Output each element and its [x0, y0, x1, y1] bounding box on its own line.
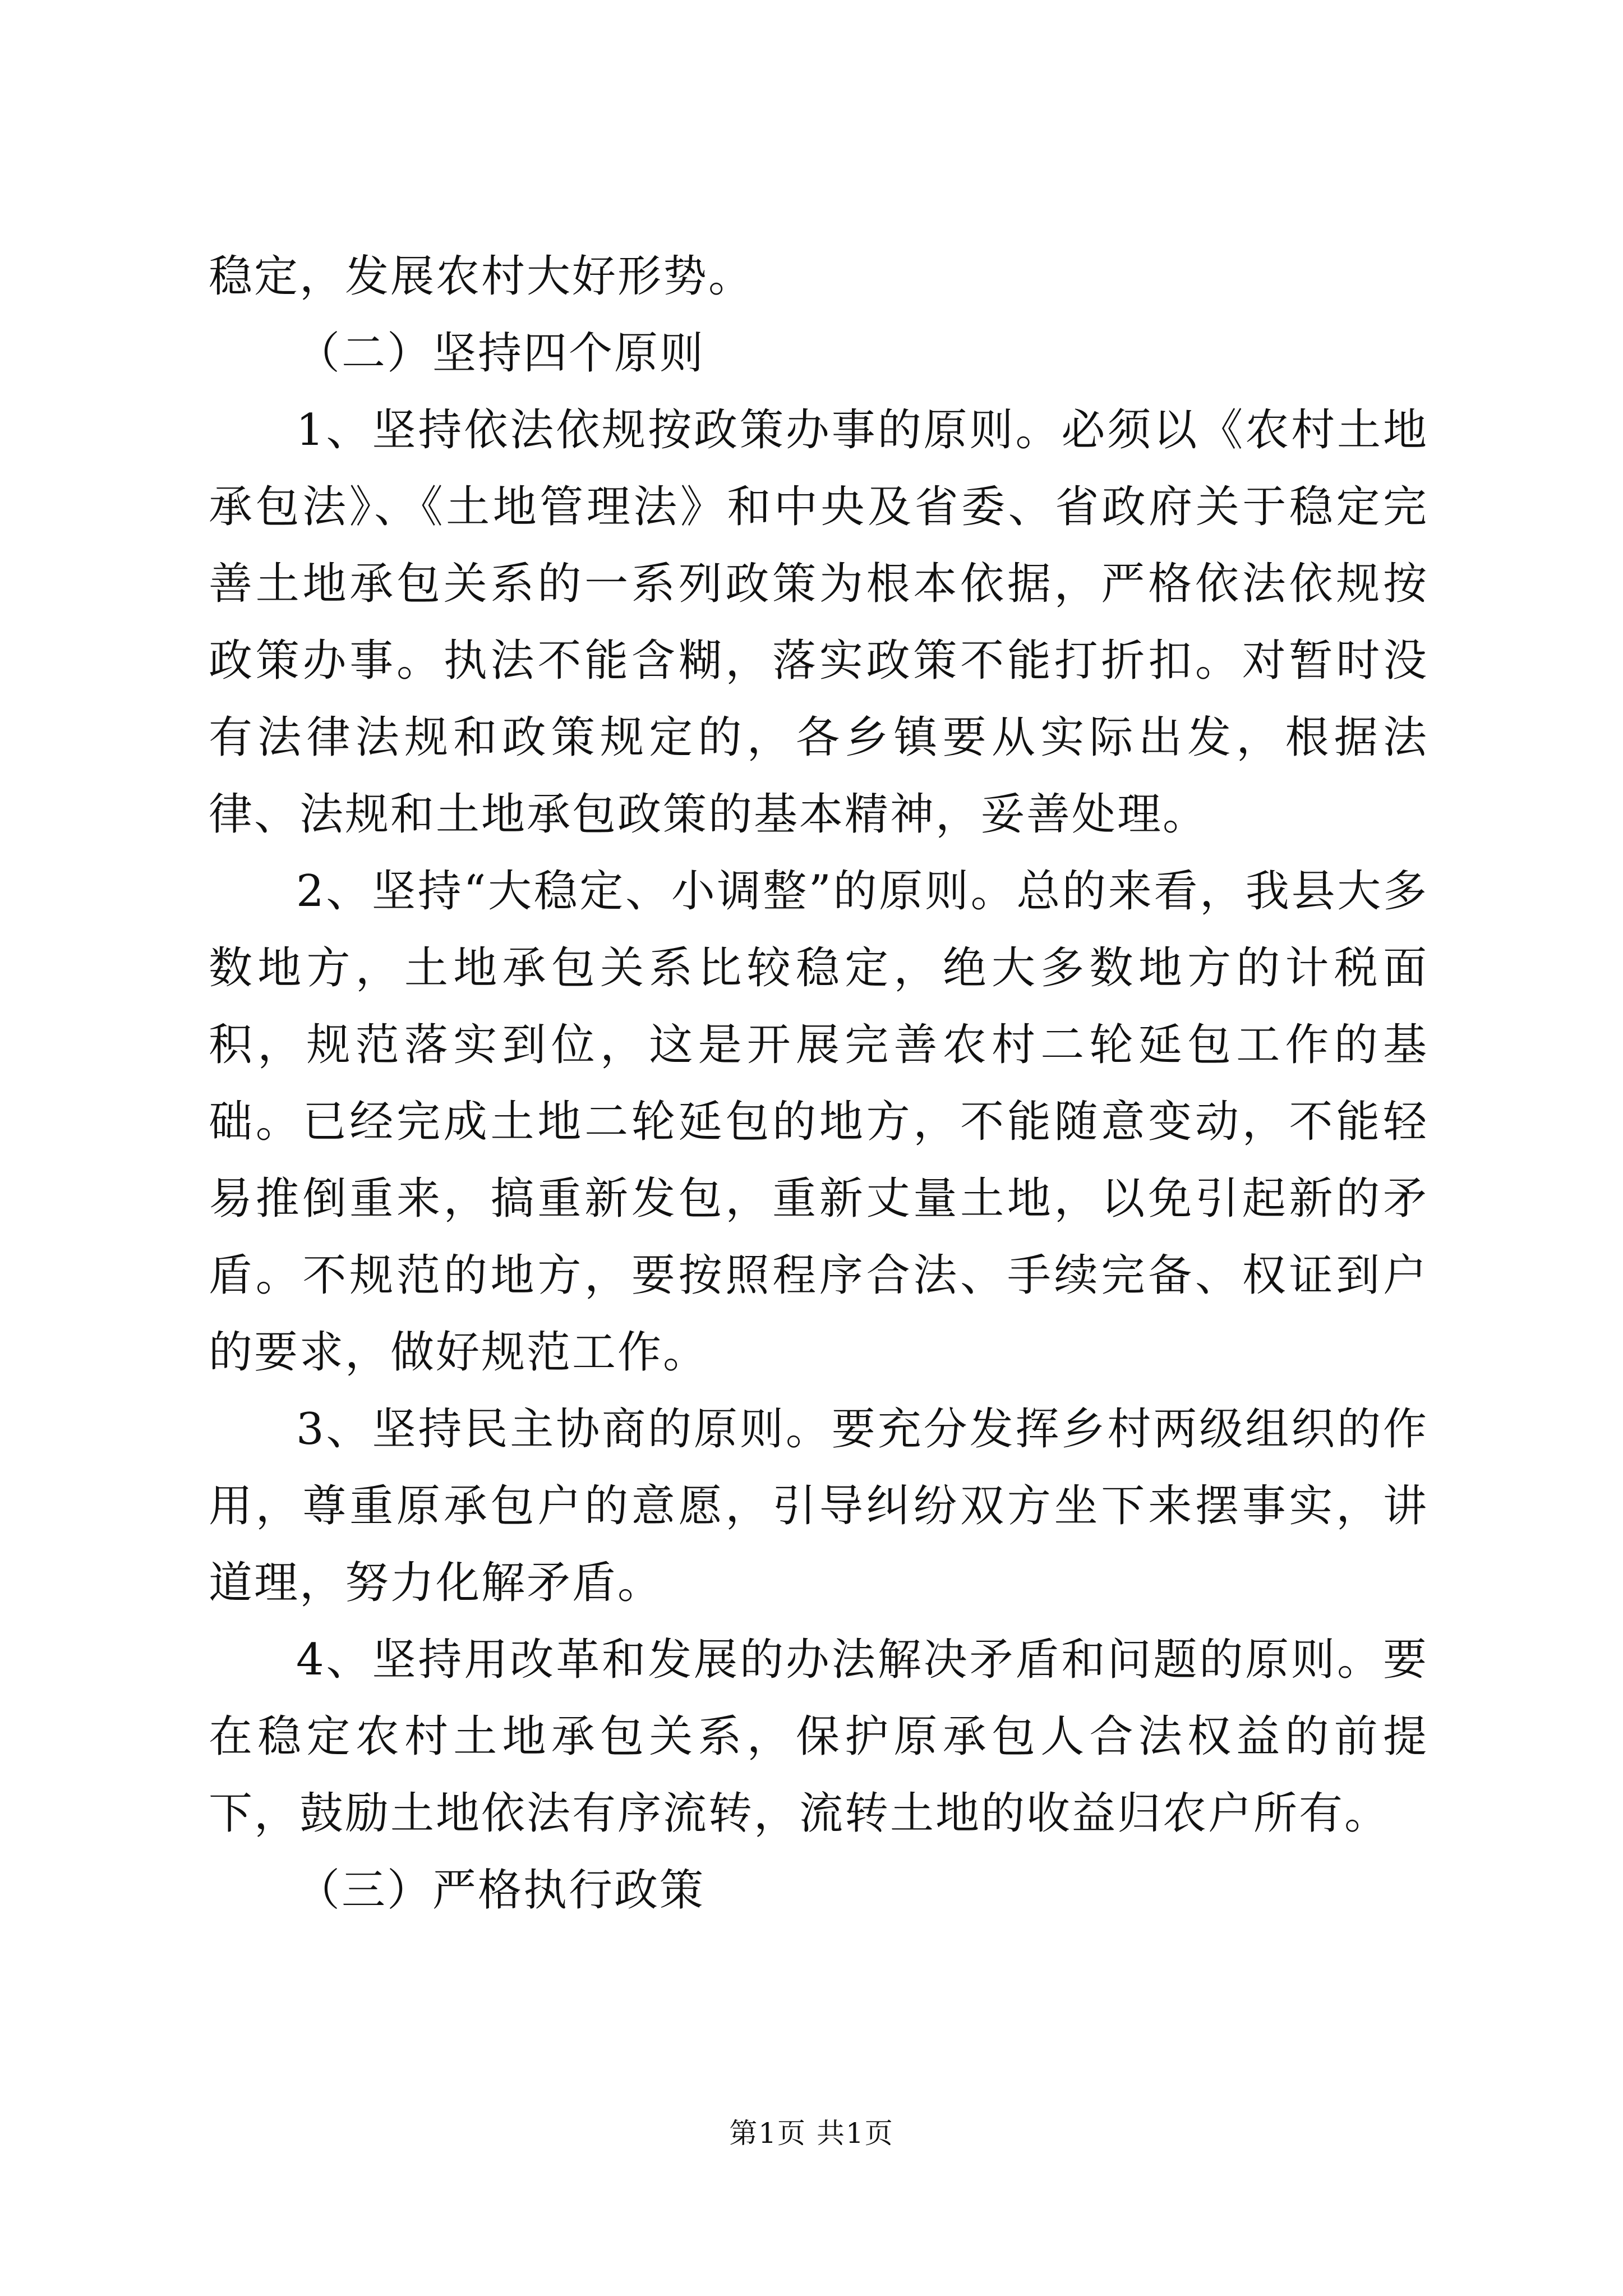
paragraph-principle-4: 4、坚持用改革和发展的办法解决矛盾和问题的原则。要在稳定农村土地承包关系，保护原承包人合法权益的前提下，鼓励土地依法有序流转，流转土地的收益归农户所有。	[209, 1635, 1428, 1839]
page-number-label: 第1页 共1页	[729, 2117, 894, 2150]
section-heading-principles: （二）坚持四个原则	[296, 328, 706, 379]
section-heading-policy: （三）严格执行政策	[296, 1865, 706, 1916]
page-footer	[0, 2114, 1623, 2153]
continuation-paragraph: 稳定，发展农村大好形势。	[209, 251, 754, 302]
paragraph-principle-3: 3、坚持民主协商的原则。要充分发挥乡村两级组织的作用，尊重原承包户的意愿，引导纠纷双方坐下来摆事实，讲道理，努力化解矛盾。	[209, 1404, 1428, 1608]
paragraph-principle-2: 2、坚持“大稳定、小调整”的原则。总的来看，我县大多数地方，土地承包关系比较稳定，绝大多数地方的计税面积，规范落实到位，这是开展完善农村二轮延包工作的基础。已经完成土地二轮延包的地方，不能随意变动，不能轻易推倒重来，搞重新发包，重新丈量土地，以免引起新的矛盾。不规范的地方，要按照程序合法、手续完备、权证到户的要求，做好规范工作。	[209, 866, 1428, 1378]
document-body	[209, 238, 1428, 1929]
paragraph-principle-1: 1、坚持依法依规按政策办事的原则。必须以《农村土地承包法》、《土地管理法》和中央及省委、省政府关于稳定完善土地承包关系的一系列政策为根本依据，严格依法依规按政策办事。执法不能含糊，落实政策不能打折扣。对暂时没有法律法规和政策规定的，各乡镇要从实际出发，根据法律、法规和土地承包政策的基本精神，妥善处理。	[209, 405, 1428, 840]
